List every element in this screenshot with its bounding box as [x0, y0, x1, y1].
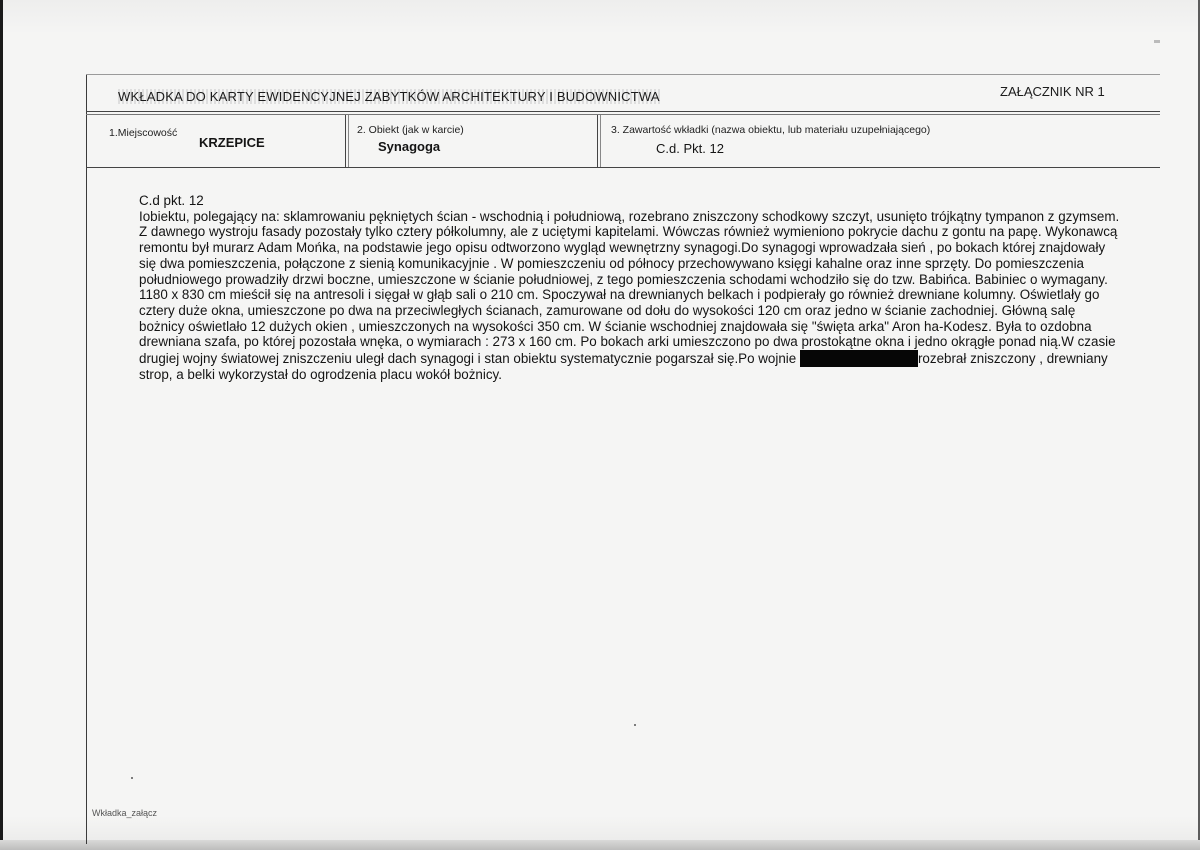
object-label: 2. Obiekt (jak w karcie): [357, 124, 464, 136]
object-value: Synagoga: [378, 139, 441, 154]
body-text-part-1: Iobiektu, polegający na: sklamrowaniu pękniętych ścian - wschodnią i południową, rozebrano zniszczony schodkowy szczyt, usunięto trójkątny tympanon z gzymsem. Z dawnego wystroju fasady pozostały tylko cztery półkolumny, ale z uciętymi kapitelami. Wówczas również wymieniono pokrycie dachu z gontu na papę. Wykonawcą remontu był murarz Adam Mońka, na podstawie jego opisu odtworzono wygląd wewnętrzny synagogi.Do synagogi wprowadzała sień , po bokach której znajdowały się dwa pomieszczenia, połączone z sienią komunikacyjnie . W pomieszczeniu od północy przechowywano księgi kahalne oraz inne sprzęty. Do pomieszczenia południowego prowadziły drzwi boczne, umieszczone w ścianie południowej, z tego pomieszczenia schodami wchodziło się do tzw. Babińca. Babiniec o wymagany. 1180 x 830 cm mieścił się na antresoli i sięgał w głąb sali o 210 cm. Spoczywał na drewnianych belkach i podpierały go również drewniane kolumny. Oświetlały go cztery duże okna, umieszczone po dwa na przeciwległych ścianach, zamurowane od dołu do wysokości 120 cm oraz jedno w ścianie zachodniej. Główną salę bożnicy oświetlało 12 dużych okien , umieszczonych na wysokości 350 cm. W ścianie wschodniej znajdowała się "święta arka" Aron ha-Kodesz. Była to ozdobna drewniana szafa, po której pozostała wnęka, o wymiarach : 273 x 160 cm. Po bokach arki umieszczono po dwa prostokątne okna i jedno okrągłe ponad nią.W czasie drugiej wojny światowej zniszczeniu uległ dach synagogi i stan obiektu systematycznie pogarszał się.Po wojnie: [139, 208, 1120, 367]
field-separator-1: [345, 115, 346, 167]
header-divider: [86, 111, 1160, 112]
scan-edge-left: [0, 0, 3, 850]
form-title: WKŁADKA DO KARTY EWIDENCYJNEJ ZABYTKÓW ARCHITEKTURY I BUDOWNICTWA: [118, 89, 660, 104]
body-text-part-2: rozebrał zniszczony , drewniany strop, a belki wykorzystał do ogrodzenia placu wokół bożnicy.: [139, 351, 1108, 383]
fields-divider: [86, 167, 1160, 168]
scan-speck: [634, 724, 636, 726]
section-heading: C.d pkt. 12: [139, 193, 204, 208]
locality-label: 1.Miejscowość: [109, 127, 178, 139]
scan-edge-bottom: [0, 840, 1200, 850]
annex-number: ZAŁĄCZNIK NR 1: [1000, 84, 1105, 99]
footer-filename: Wkładka_załącz: [92, 808, 158, 818]
redaction-bar: [800, 350, 918, 367]
locality-value: KRZEPICE: [199, 135, 265, 150]
scan-speck: [131, 777, 133, 779]
field-separator-2b: [600, 115, 601, 167]
scan-mark: [1154, 40, 1160, 43]
contents-label: 3. Zawartość wkładki (nazwa obiektu, lub materiału uzupełniającego): [611, 124, 931, 136]
header-divider-double: [86, 114, 1160, 115]
form-frame-left: [86, 74, 87, 844]
contents-value: C.d. Pkt. 12: [656, 141, 724, 156]
body-paragraph: [139, 209, 1124, 383]
document-body: [139, 193, 1124, 383]
field-separator-1b: [348, 115, 349, 167]
form-frame-top: [86, 74, 1160, 75]
field-separator-2: [597, 115, 598, 167]
